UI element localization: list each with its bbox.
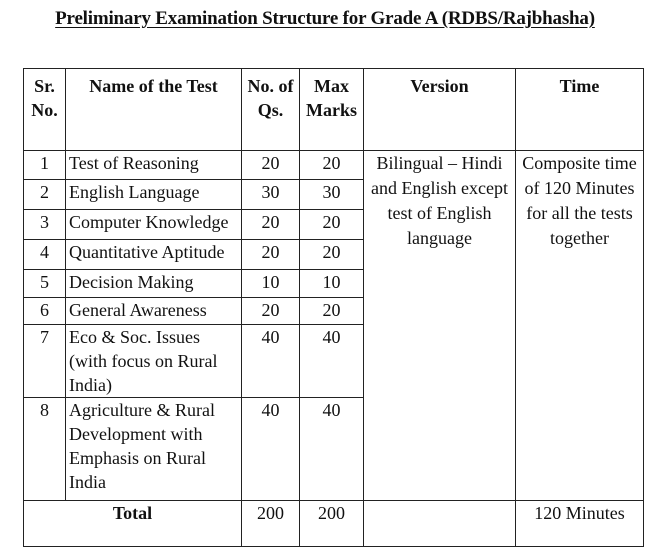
header-sr-no: Sr. No.	[24, 69, 66, 151]
row-sr-no: 8	[24, 398, 66, 501]
row-sr-no: 6	[24, 298, 66, 325]
row-sr-no: 7	[24, 325, 66, 398]
row-sr-no: 5	[24, 270, 66, 298]
row-test-name: Agriculture & Rural Development with Emphasis on Rural India	[66, 398, 242, 501]
row-max-marks: 20	[300, 240, 364, 270]
row-sr-no: 2	[24, 180, 66, 210]
row-max-marks: 20	[300, 151, 364, 180]
header-test-name: Name of the Test	[66, 69, 242, 151]
page-title: Preliminary Examination Structure for Grade A (RDBS/Rajbhasha)	[55, 8, 595, 29]
row-max-marks: 40	[300, 325, 364, 398]
header-questions: No. of Qs.	[242, 69, 300, 151]
row-max-marks: 20	[300, 210, 364, 240]
row-questions: 10	[242, 270, 300, 298]
row-questions: 20	[242, 240, 300, 270]
total-label: Total	[24, 501, 242, 547]
header-time: Time	[516, 69, 644, 151]
row-max-marks: 40	[300, 398, 364, 501]
row-sr-no: 3	[24, 210, 66, 240]
row-questions: 20	[242, 298, 300, 325]
header-version: Version	[364, 69, 516, 151]
row-max-marks: 20	[300, 298, 364, 325]
row-questions: 30	[242, 180, 300, 210]
row-questions: 20	[242, 151, 300, 180]
total-questions: 200	[242, 501, 300, 547]
header-row	[24, 69, 644, 151]
header-max-marks: Max Marks	[300, 69, 364, 151]
row-questions: 20	[242, 210, 300, 240]
row-test-name: Decision Making	[66, 270, 242, 298]
row-test-name: Eco & Soc. Issues (with focus on Rural India)	[66, 325, 242, 398]
version-cell: Bilingual – Hindi and English except test of English language	[364, 151, 516, 501]
table-row	[24, 151, 644, 180]
row-max-marks: 30	[300, 180, 364, 210]
total-time: 120 Minutes	[516, 501, 644, 547]
row-test-name: General Awareness	[66, 298, 242, 325]
row-questions: 40	[242, 398, 300, 501]
time-cell: Composite time of 120 Minutes for all the tests together	[516, 151, 644, 501]
row-test-name: Test of Reasoning	[66, 151, 242, 180]
total-max-marks: 200	[300, 501, 364, 547]
row-sr-no: 4	[24, 240, 66, 270]
row-sr-no: 1	[24, 151, 66, 180]
row-test-name: Quantitative Aptitude	[66, 240, 242, 270]
row-max-marks: 10	[300, 270, 364, 298]
exam-structure-table	[23, 68, 644, 547]
row-test-name: English Language	[66, 180, 242, 210]
row-questions: 40	[242, 325, 300, 398]
row-test-name: Computer Knowledge	[66, 210, 242, 240]
